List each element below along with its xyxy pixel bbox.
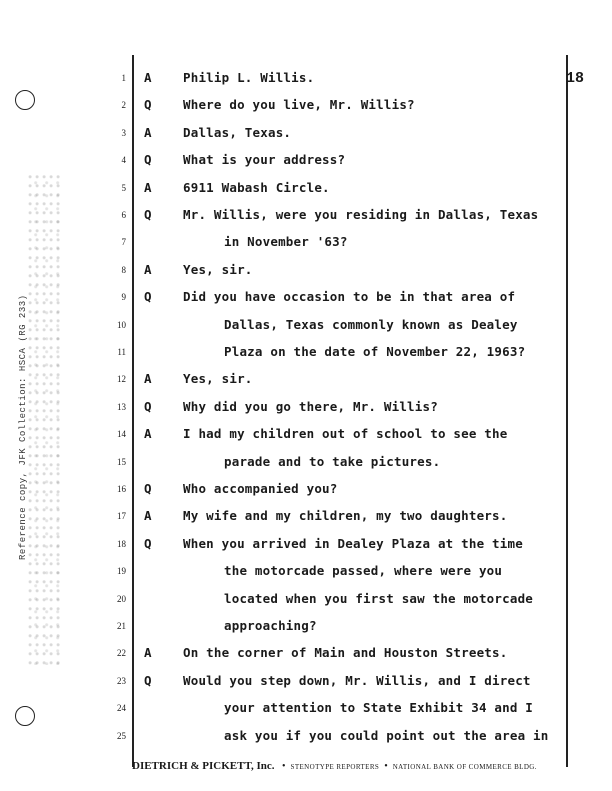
line-number: 13 [117,401,126,412]
line-text: What is your address? [183,152,346,168]
firm-service: STENOTYPE REPORTERS [290,763,380,771]
line-number: 12 [117,374,126,385]
speaker-label: A [144,70,152,85]
transcript-line [0,618,612,645]
transcript-line [0,262,612,289]
line-number: 18 [117,538,126,549]
transcript-line [0,70,612,97]
speaker-label: A [144,645,152,661]
line-number: 17 [117,511,126,522]
firm-address: NATIONAL BANK OF COMMERCE BLDG. [392,763,537,771]
transcript-line [0,399,612,426]
line-text: Why did you go there, Mr. Willis? [183,398,438,414]
speaker-label: A [144,124,152,140]
speaker-label: A [144,179,152,195]
line-number: 19 [117,566,126,577]
transcript-line [0,125,612,152]
line-text: Mr. Willis, were you residing in Dallas, Texas [183,207,539,222]
line-text: Plaza on the date of November 22, 1963? [224,344,526,359]
speaker-label: A [144,426,152,442]
line-number: 22 [117,648,126,659]
transcript-line [0,673,612,700]
transcript-line [0,289,612,316]
line-text: 6911 Wabash Circle. [183,179,330,195]
speaker-label: A [144,261,152,277]
line-text: the motorcade passed, where were you [224,563,503,579]
line-number: 16 [117,484,126,494]
speaker-label: Q [144,97,152,113]
transcript-line [0,536,612,563]
transcript-line [0,317,612,344]
page-number: 18 [566,70,585,87]
line-number: 14 [117,429,126,440]
line-text: ask you if you could point out the area in [224,727,549,743]
transcript-line [0,371,612,398]
line-text: Dallas, Texas. [183,124,292,140]
archive-stamp: Reference copy, JFK Collection: HSCA (RG 233) [18,294,28,560]
speaker-label: Q [144,535,152,551]
transcript-line [0,481,612,508]
transcript-line [0,426,612,453]
line-text: On the corner of Main and Houston Streets. [183,645,508,661]
line-number: 2 [121,100,126,111]
line-text: Dallas, Texas commonly known as Dealey [224,316,518,332]
line-text: your attention to State Exhibit 34 and I [224,700,534,716]
line-number: 9 [121,292,126,303]
line-number: 6 [121,210,126,220]
footer: DIETRICH & PICKETT, Inc. • STENOTYPE REPORTERS • NATIONAL BANK OF COMMERCE BLDG. [132,760,537,772]
transcript-line [0,591,612,618]
line-text: Yes, sir. [183,371,253,387]
speaker-label: Q [144,481,152,496]
transcript-line [0,508,612,535]
line-number: 8 [121,264,126,275]
transcript-line [0,97,612,124]
line-text: parade and to take pictures. [224,453,441,469]
line-number: 20 [117,593,126,604]
transcript-line [0,344,612,371]
speaker-label: Q [144,207,152,222]
line-number: 24 [117,703,126,714]
line-number: 4 [121,155,126,166]
line-text: Yes, sir. [183,261,253,277]
speaker-label: Q [144,398,152,414]
transcript-line [0,645,612,672]
speaker-label: Q [144,289,152,305]
line-text: approaching? [224,618,317,633]
line-text: When you arrived in Dealey Plaza at the time [183,535,523,551]
line-number: 10 [117,319,126,330]
line-number: 3 [121,127,126,138]
line-number: 21 [117,621,126,631]
line-text: Did you have occasion to be in that area of [183,289,516,305]
transcript-line [0,152,612,179]
line-text: located when you first saw the motorcade [224,590,534,606]
line-text: in November '63? [224,234,348,250]
speaker-label: Q [144,672,152,688]
line-text: Where do you live, Mr. Willis? [183,97,415,113]
line-number: 25 [117,730,126,741]
line-text: My wife and my children, my two daughters. [183,508,508,524]
line-text: Who accompanied you? [183,481,338,496]
transcript-line [0,207,612,234]
line-text: Would you step down, Mr. Willis, and I direct [183,672,531,688]
line-number: 5 [121,182,126,193]
speaker-label: A [144,508,152,524]
transcript-line [0,700,612,727]
transcript-line [0,234,612,261]
firm-name: DIETRICH & PICKETT, Inc. [132,760,275,772]
line-text: I had my children out of school to see the [183,426,508,442]
line-number: 23 [117,675,126,686]
line-number: 1 [121,73,126,83]
transcript-line [0,180,612,207]
line-number: 7 [121,237,126,248]
line-number: 15 [117,456,126,467]
transcript-line [0,563,612,590]
line-text: Philip L. Willis. [183,70,315,85]
transcript-line [0,454,612,481]
line-number: 11 [117,347,126,357]
speaker-label: Q [144,152,152,168]
transcript-line [0,728,612,755]
speaker-label: A [144,371,152,387]
